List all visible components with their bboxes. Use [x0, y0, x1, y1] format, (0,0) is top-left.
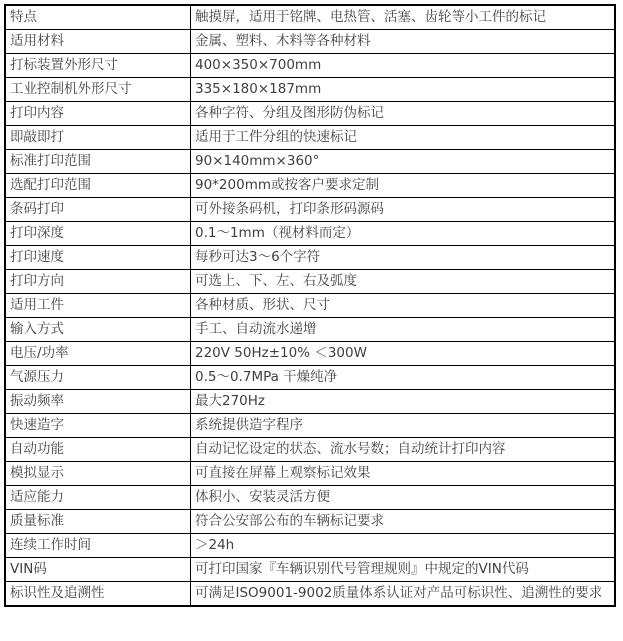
table-row: [5, 270, 615, 294]
spec-value-cell: 0.1～1mm（视材料而定）: [191, 222, 616, 246]
table-row: [5, 246, 615, 270]
table-row: [5, 366, 615, 390]
spec-table-body: [5, 5, 615, 606]
spec-value-cell: ＞24h: [191, 534, 616, 558]
spec-label-cell: 气源压力: [5, 366, 191, 390]
spec-value-cell: 可外接条码机，打印条形码源码: [191, 198, 616, 222]
spec-value-cell: 体积小、安装灵活方便: [191, 486, 616, 510]
spec-value-cell: 220V 50Hz±10% ＜300W: [191, 342, 616, 366]
table-row: [5, 558, 615, 582]
table-row: [5, 54, 615, 78]
spec-label-cell: 打印速度: [5, 246, 191, 270]
table-row: [5, 126, 615, 150]
spec-label-cell: 即敲即打: [5, 126, 191, 150]
table-row: [5, 414, 615, 438]
spec-value-cell: 触摸屏，适用于铭牌、电热管、活塞、齿轮等小工件的标记: [191, 5, 616, 30]
spec-value-cell: 90×140mm×360°: [191, 150, 616, 174]
table-row: [5, 534, 615, 558]
table-row: [5, 318, 615, 342]
spec-label-cell: 选配打印范围: [5, 174, 191, 198]
spec-value-cell: 可满足ISO9001-9002质量体系认证对产品可标识性、追溯性的要求: [191, 582, 616, 607]
spec-label-cell: 标准打印范围: [5, 150, 191, 174]
spec-value-cell: 最大270Hz: [191, 390, 616, 414]
spec-label-cell: 标识性及追溯性: [5, 582, 191, 607]
spec-label-cell: VIN码: [5, 558, 191, 582]
table-row: [5, 102, 615, 126]
table-row: [5, 486, 615, 510]
table-row: [5, 438, 615, 462]
table-row: [5, 582, 615, 607]
spec-label-cell: 工业控制机外形尺寸: [5, 78, 191, 102]
spec-value-cell: 符合公安部公布的车辆标记要求: [191, 510, 616, 534]
table-row: [5, 78, 615, 102]
spec-label-cell: 快速造字: [5, 414, 191, 438]
table-row: [5, 174, 615, 198]
spec-label-cell: 条码打印: [5, 198, 191, 222]
spec-value-cell: 手工、自动流水递增: [191, 318, 616, 342]
table-row: [5, 294, 615, 318]
spec-value-cell: 各种字符、分组及图形防伪标记: [191, 102, 616, 126]
spec-value-cell: 400×350×700mm: [191, 54, 616, 78]
spec-value-cell: 每秒可达3～6个字符: [191, 246, 616, 270]
spec-label-cell: 振动频率: [5, 390, 191, 414]
spec-label-cell: 模拟显示: [5, 462, 191, 486]
spec-value-cell: 自动记忆设定的状态、流水号数；自动统计打印内容: [191, 438, 616, 462]
spec-label-cell: 打印深度: [5, 222, 191, 246]
product-specification-table: [4, 4, 616, 607]
table-row: [5, 510, 615, 534]
spec-value-cell: 金属、塑料、木料等各种材料: [191, 30, 616, 54]
table-row: [5, 30, 615, 54]
spec-label-cell: 适用材料: [5, 30, 191, 54]
spec-value-cell: 系统提供造字程序: [191, 414, 616, 438]
spec-label-cell: 适应能力: [5, 486, 191, 510]
spec-value-cell: 可打印国家『车辆识别代号管理规则』中规定的VIN代码: [191, 558, 616, 582]
table-row: [5, 5, 615, 30]
spec-value-cell: 可直接在屏幕上观察标记效果: [191, 462, 616, 486]
spec-label-cell: 适用工件: [5, 294, 191, 318]
table-row: [5, 150, 615, 174]
spec-label-cell: 质量标准: [5, 510, 191, 534]
spec-label-cell: 打标装置外形尺寸: [5, 54, 191, 78]
spec-value-cell: 0.5～0.7MPa 干燥纯净: [191, 366, 616, 390]
spec-label-cell: 电压/功率: [5, 342, 191, 366]
spec-value-cell: 适用于工件分组的快速标记: [191, 126, 616, 150]
spec-label-cell: 输入方式: [5, 318, 191, 342]
spec-value-cell: 335×180×187mm: [191, 78, 616, 102]
table-row: [5, 462, 615, 486]
spec-value-cell: 可选上、下、左、右及弧度: [191, 270, 616, 294]
spec-label-cell: 自动功能: [5, 438, 191, 462]
table-row: [5, 390, 615, 414]
spec-label-cell: 打印内容: [5, 102, 191, 126]
spec-label-cell: 打印方向: [5, 270, 191, 294]
spec-value-cell: 90*200mm或按客户要求定制: [191, 174, 616, 198]
table-row: [5, 198, 615, 222]
table-row: [5, 342, 615, 366]
spec-value-cell: 各种材质、形状、尺寸: [191, 294, 616, 318]
spec-label-cell: 连续工作时间: [5, 534, 191, 558]
spec-label-cell: 特点: [5, 5, 191, 30]
table-row: [5, 222, 615, 246]
